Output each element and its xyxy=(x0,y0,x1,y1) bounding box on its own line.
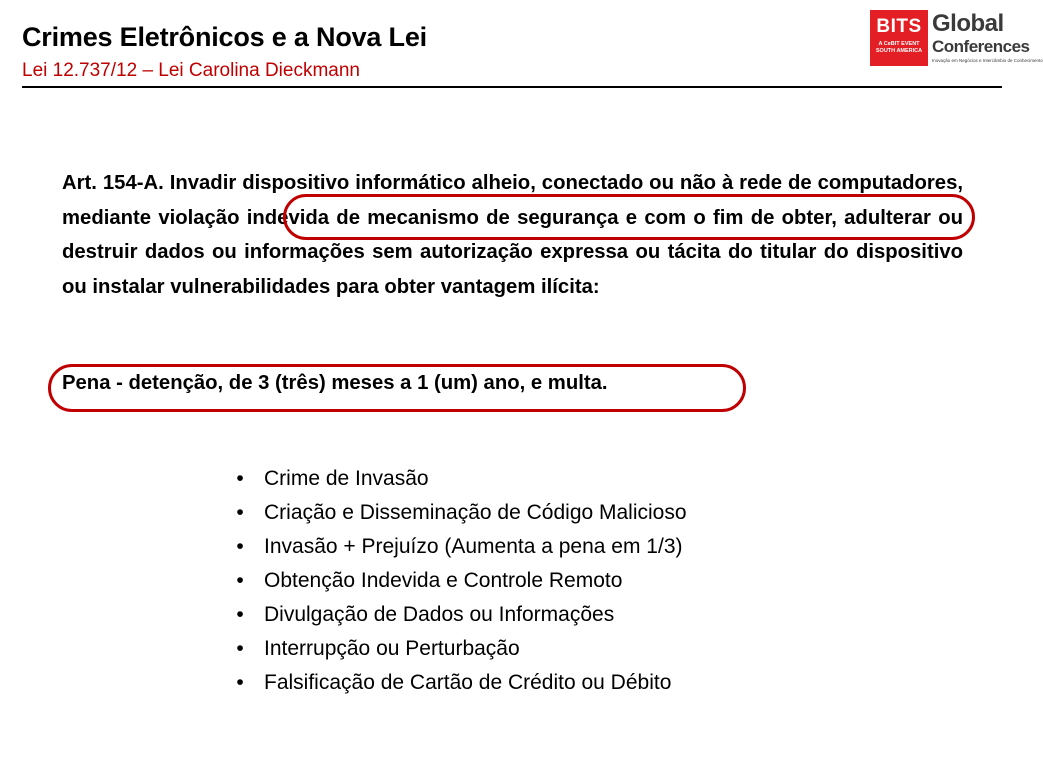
article-text: Art. 154-A. Invadir dispositivo informático alheio, conectado ou não à rede de computadores, mediante violação indevida de mecanismo de segurança e com o fim de obter, adulterar ou destruir dados ou informações sem autorização expressa ou tácita do titular do dispositivo ou instalar vulnerabilidades para obter vantagem ilícita: xyxy=(62,172,963,298)
list-item xyxy=(230,564,687,598)
list-item-label: Obtenção Indevida e Controle Remoto xyxy=(264,569,623,592)
highlight-oval-penalty xyxy=(48,364,746,412)
bullet-icon: • xyxy=(236,535,244,558)
bullet-icon: • xyxy=(236,501,244,524)
list-item xyxy=(230,530,687,564)
penalty-text: Pena - detenção, de 3 (três) meses a 1 (um) ano, e multa. xyxy=(62,372,608,394)
list-item xyxy=(230,462,687,496)
bits-logo-subtext xyxy=(870,41,928,55)
bits-logo-subtext-line-2: SOUTH AMERICA xyxy=(875,48,923,54)
logo-tagline: Inovação em Negócios e Intercâmbio de Conhecimento xyxy=(932,58,1043,63)
bullet-icon: • xyxy=(236,569,244,592)
list-item-label: Falsificação de Cartão de Crédito ou Débito xyxy=(264,671,672,694)
slide-title: Crimes Eletrônicos e a Nova Lei xyxy=(22,22,427,52)
logo-conferences-text: Conferences xyxy=(932,37,1030,56)
header-divider xyxy=(22,86,1002,88)
bits-logo-box xyxy=(870,10,928,66)
list-item-label: Invasão + Prejuízo (Aumenta a pena em 1/3) xyxy=(264,535,683,558)
list-item-label: Divulgação de Dados ou Informações xyxy=(264,603,615,626)
logo-global-text: Global xyxy=(932,10,1004,37)
bits-logo-subtext-line-1: A CeBIT EVENT xyxy=(878,41,920,47)
bits-global-conferences-logo xyxy=(870,10,1043,70)
crime-types-list xyxy=(230,462,687,700)
bits-logo-text: BITS xyxy=(876,16,922,37)
list-item xyxy=(230,632,687,666)
list-item xyxy=(230,666,687,700)
list-item-label: Criação e Disseminação de Código Malicioso xyxy=(264,501,687,524)
list-item xyxy=(230,598,687,632)
list-item-label: Crime de Invasão xyxy=(264,467,429,490)
bullet-icon: • xyxy=(236,603,244,626)
highlight-oval-security-violation xyxy=(283,194,975,240)
bullet-icon: • xyxy=(236,467,244,490)
list-item-label: Interrupção ou Perturbação xyxy=(264,637,520,660)
bullet-icon: • xyxy=(236,637,244,660)
bullet-icon: • xyxy=(236,671,244,694)
slide-subtitle: Lei 12.737/12 – Lei Carolina Dieckmann xyxy=(22,60,360,81)
list-item xyxy=(230,496,687,530)
